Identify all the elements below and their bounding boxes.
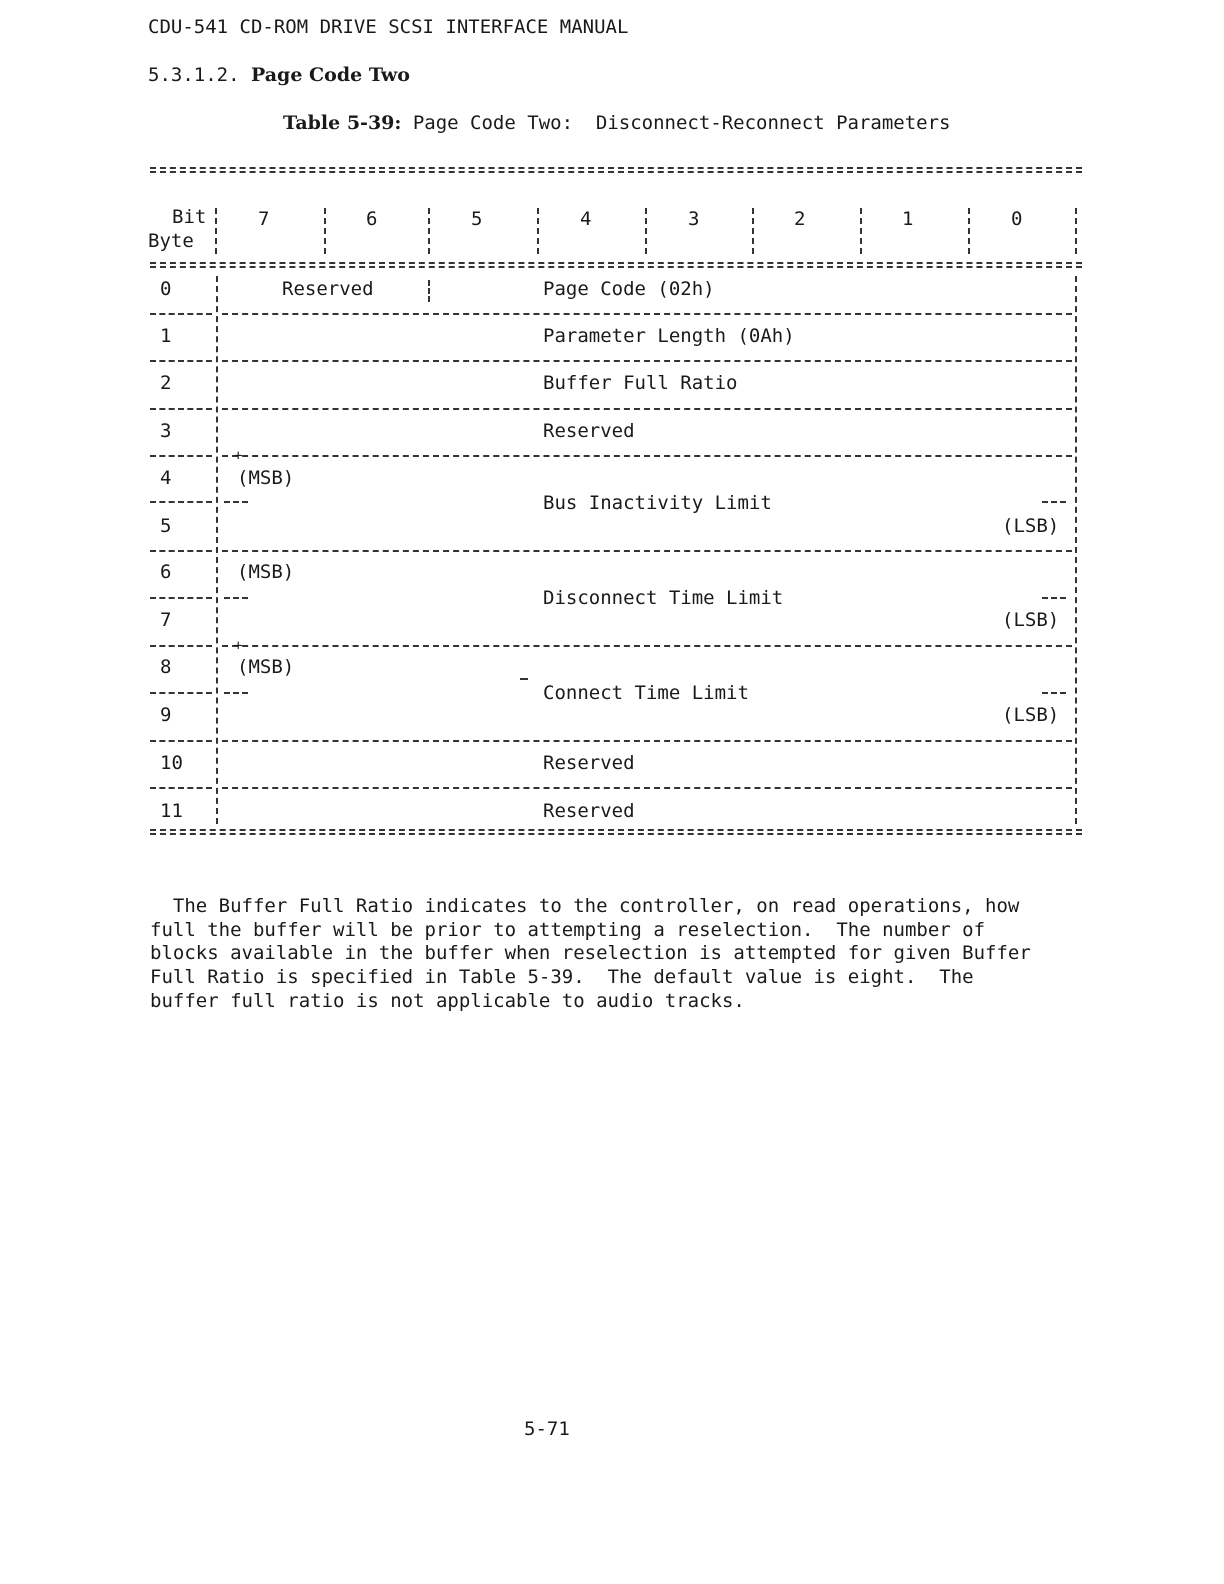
msb-marker: (MSB) [237, 656, 295, 678]
field-disconnect-time-limit: Disconnect Time Limit [543, 587, 784, 609]
byte-number: 0 [160, 278, 172, 300]
byte-number: 11 [160, 800, 183, 822]
paragraph-line: buffer full ratio is not applicable to audio tracks. [150, 989, 745, 1012]
byte-number: 8 [160, 656, 172, 678]
row-divider [150, 408, 212, 410]
bit-header: 4 [580, 208, 592, 230]
bit-header: 7 [258, 208, 270, 230]
row-divider [150, 740, 212, 742]
section-number: 5.3.1.2. [148, 64, 240, 86]
short-divider-right [1042, 692, 1066, 694]
short-divider-left [224, 692, 248, 694]
manual-header: CDU-541 CD-ROM DRIVE SCSI INTERFACE MANUAL [148, 16, 629, 38]
row-divider [150, 597, 212, 599]
column-divider [537, 208, 539, 254]
column-divider [1075, 208, 1077, 254]
field-reserved: Reserved [543, 752, 635, 774]
paragraph-line: Full Ratio is specified in Table 5-39. The default value is eight. The [150, 966, 974, 989]
paragraph-line: The Buffer Full Ratio indicates to the controller, on read operations, how [150, 895, 1020, 917]
row-divider [150, 645, 212, 647]
column-divider [428, 208, 430, 254]
row-divider [150, 455, 212, 457]
column-divider [324, 208, 326, 254]
row-divider [150, 501, 212, 503]
lsb-marker: (LSB) [1002, 515, 1060, 537]
row-divider [150, 692, 212, 694]
section-heading [148, 64, 410, 86]
paragraph-line: full the buffer will be prior to attempting a reselection. The number of [150, 918, 986, 941]
row-divider [222, 313, 1072, 315]
msb-marker: (MSB) [237, 467, 295, 489]
byte-number: 6 [160, 561, 172, 583]
row-divider [222, 360, 1072, 362]
column-divider [860, 208, 862, 254]
table-header-rule [150, 262, 1082, 268]
field-buffer-full-ratio: Buffer Full Ratio [543, 372, 738, 394]
byte-number: 10 [160, 752, 183, 774]
row-divider [222, 787, 1072, 789]
row-divider [150, 787, 212, 789]
field-parameter-length: Parameter Length (0Ah) [543, 325, 795, 347]
byte-label: Byte [148, 230, 194, 252]
right-border [1075, 276, 1077, 824]
bit-header: 5 [471, 208, 483, 230]
byte-number: 3 [160, 420, 172, 442]
plus-marker: + [234, 448, 243, 464]
byte-number: 2 [160, 372, 172, 394]
bit-header: 3 [688, 208, 700, 230]
bit-header: 6 [366, 208, 378, 230]
column-divider [215, 208, 217, 254]
field-reserved: Reserved [543, 420, 635, 442]
short-divider-right [1042, 597, 1066, 599]
table-caption-label: Table 5-39: [283, 112, 402, 134]
field-bus-inactivity-limit: Bus Inactivity Limit [543, 492, 772, 514]
bit-label: Bit [172, 206, 207, 228]
short-divider-left [224, 597, 248, 599]
row-divider [150, 550, 212, 552]
byte-number: 7 [160, 609, 172, 631]
byte-number: 9 [160, 704, 172, 726]
table-top-rule [150, 167, 1082, 173]
lsb-marker: (LSB) [1002, 704, 1060, 726]
lsb-marker: (LSB) [1002, 609, 1060, 631]
column-divider [968, 208, 970, 254]
column-divider [752, 208, 754, 254]
column-divider [645, 208, 647, 254]
short-divider-right [1042, 501, 1066, 503]
row-divider [222, 740, 1072, 742]
body-paragraph [150, 895, 1031, 1014]
row-divider [222, 408, 1072, 410]
byte-number: 1 [160, 325, 172, 347]
field-page-code: Page Code (02h) [543, 278, 715, 300]
section-title: Page Code Two [250, 64, 410, 86]
bit-header: 2 [794, 208, 806, 230]
plus-marker: + [234, 638, 243, 654]
byte-column-divider [216, 276, 218, 824]
byte-number: 5 [160, 515, 172, 537]
table-bottom-rule [150, 829, 1082, 835]
row-divider [150, 313, 212, 315]
row-divider [222, 550, 1072, 552]
column-divider [428, 280, 430, 302]
byte-number: 4 [160, 467, 172, 489]
msb-marker: (MSB) [237, 561, 295, 583]
bit-header: 0 [1011, 208, 1023, 230]
table-caption-title: Page Code Two: Disconnect-Reconnect Parameters [412, 112, 951, 134]
row-divider [222, 645, 1072, 647]
bit-header: 1 [902, 208, 914, 230]
stray-mark [520, 678, 528, 680]
field-reserved: Reserved [543, 800, 635, 822]
table-caption [283, 112, 951, 134]
page-number: 5-71 [524, 1418, 570, 1440]
field-connect-time-limit: Connect Time Limit [543, 682, 749, 704]
field-reserved: Reserved [282, 278, 374, 300]
row-divider [150, 360, 212, 362]
paragraph-line: blocks available in the buffer when reselection is attempted for given Buffer [150, 942, 1031, 965]
short-divider-left [224, 501, 248, 503]
row-divider [222, 455, 1072, 457]
